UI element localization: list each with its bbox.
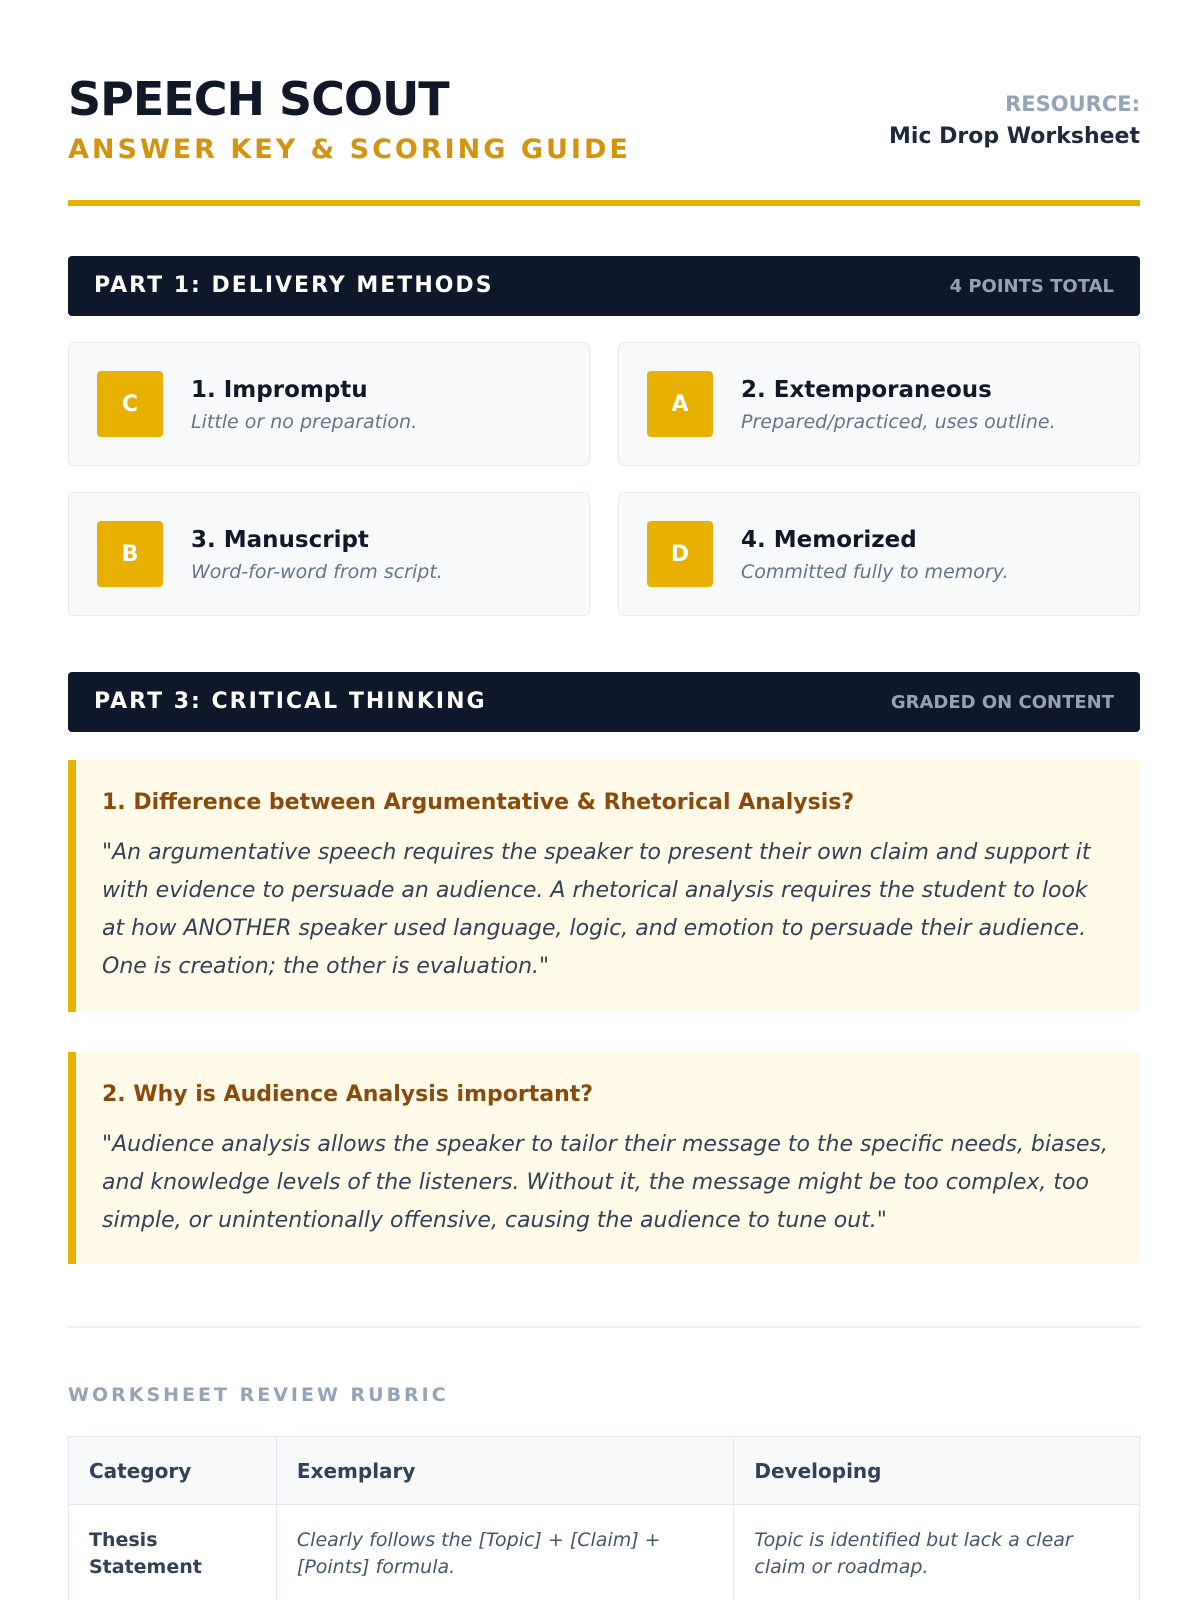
answer-badge: B [97,521,163,587]
column-header-exemplary: Exemplary [276,1437,733,1505]
section-header-part3 [68,672,1140,732]
method-name: 1. Impromptu [191,377,368,403]
rubric-exemplary: Clearly follows the [Topic] + [Claim] + [Points] formula. [276,1505,733,1600]
answer-badge: C [97,371,163,437]
rubric-developing: Topic is identified but lack a clear claim or roadmap. [734,1505,1140,1600]
critical-thinking-answer-1 [68,760,1140,1012]
delivery-card-memorized [618,492,1140,616]
model-answer: "An argumentative speech requires the speaker to present their own claim and support it with evidence to persuade an audience. A rhetorical analysis requires the student to look at how ANOTHER speaker used language, logic, and emotion to persuade their audience. One is creation; the other is evaluation." [102,840,1091,979]
delivery-card-extemporaneous [618,342,1140,466]
header-divider [68,200,1140,206]
section-title: PART 1: DELIVERY METHODS [94,273,494,298]
brand-subtitle: ANSWER KEY & SCORING GUIDE [68,134,631,165]
method-name: 4. Memorized [741,527,917,553]
answer-badge: D [647,521,713,587]
rubric-table [68,1436,1140,1600]
column-header-category: Category [69,1437,277,1505]
answer-badge: A [647,371,713,437]
page-header [68,66,1140,206]
critical-thinking-answer-2 [68,1052,1140,1264]
section-title: PART 3: CRITICAL THINKING [94,689,487,714]
answer-key-page [68,0,1140,1600]
section-points: 4 POINTS TOTAL [949,276,1114,297]
method-description: Prepared/practiced, uses outline. [741,411,1056,433]
column-header-developing: Developing [734,1437,1140,1505]
section-grading: GRADED ON CONTENT [890,692,1114,713]
delivery-card-impromptu [68,342,590,466]
method-description: Word-for-word from script. [191,561,443,583]
rubric-header-row [69,1437,1140,1505]
question-text: 1. Difference between Argumentative & Rhetorical Analysis? [102,790,855,815]
model-answer: "Audience analysis allows the speaker to tailor their message to the specific needs, biases, and knowledge levels of the listeners. Without it, the message might be too complex, too simple, or unintentionally offensive, causing the audience to tune out." [102,1132,1108,1233]
question-text: 2. Why is Audience Analysis important? [102,1082,594,1107]
table-row [69,1505,1140,1600]
method-description: Committed fully to memory. [741,561,1009,583]
rubric-title: WORKSHEET REVIEW RUBRIC [68,1384,449,1406]
section-header-part1 [68,256,1140,316]
section-divider [68,1326,1140,1328]
resource-value: Mic Drop Worksheet [889,124,1140,149]
delivery-card-manuscript [68,492,590,616]
method-name: 2. Extemporaneous [741,377,992,403]
brand-title: SPEECH SCOUT [68,72,449,126]
rubric-category: Thesis Statement [69,1505,277,1600]
method-description: Little or no preparation. [191,411,418,433]
method-name: 3. Manuscript [191,527,369,553]
resource-label: RESOURCE: [1005,92,1140,116]
